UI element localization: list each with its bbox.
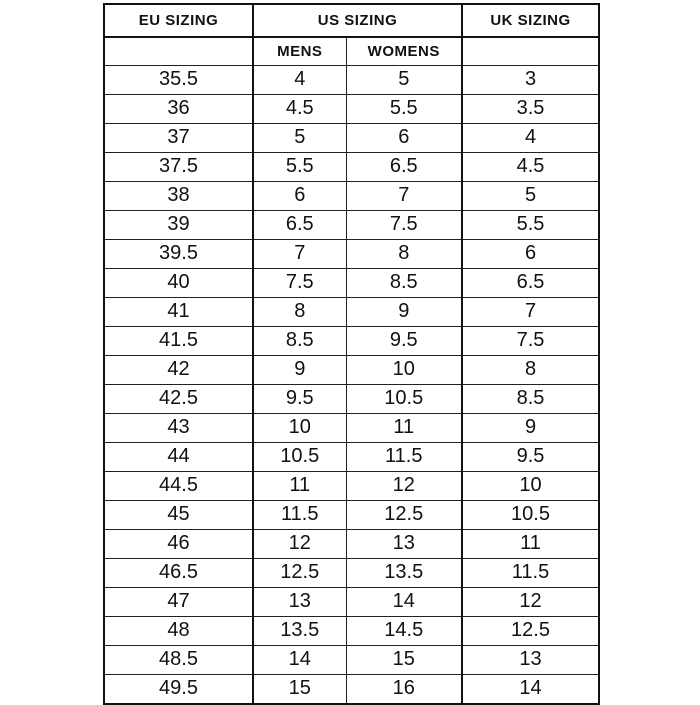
- us-mens-size-cell: 7.5: [253, 268, 346, 297]
- us-womens-size-cell: 7: [346, 181, 462, 210]
- uk-size-cell: 9.5: [462, 442, 599, 471]
- uk-size-cell: 4: [462, 123, 599, 152]
- uk-size-cell: 13: [462, 645, 599, 674]
- table-row: [104, 674, 599, 704]
- uk-size-cell: 11.5: [462, 558, 599, 587]
- table-row: [104, 355, 599, 384]
- us-mens-size-cell: 8.5: [253, 326, 346, 355]
- uk-subheader-empty: [462, 37, 599, 65]
- us-mens-size-cell: 12.5: [253, 558, 346, 587]
- us-womens-size-cell: 7.5: [346, 210, 462, 239]
- eu-size-cell: 39: [104, 210, 253, 239]
- eu-size-cell: 38: [104, 181, 253, 210]
- us-mens-size-cell: 10: [253, 413, 346, 442]
- us-mens-size-cell: 13.5: [253, 616, 346, 645]
- us-womens-size-cell: 15: [346, 645, 462, 674]
- table-row: [104, 558, 599, 587]
- us-mens-size-cell: 4: [253, 65, 346, 94]
- us-womens-size-cell: 13.5: [346, 558, 462, 587]
- uk-size-cell: 6: [462, 239, 599, 268]
- uk-size-cell: 6.5: [462, 268, 599, 297]
- eu-size-cell: 48.5: [104, 645, 253, 674]
- us-womens-size-cell: 8.5: [346, 268, 462, 297]
- uk-size-cell: 12.5: [462, 616, 599, 645]
- uk-size-cell: 7: [462, 297, 599, 326]
- table-row: [104, 297, 599, 326]
- table-row: [104, 181, 599, 210]
- us-sizing-header: US SIZING: [253, 4, 462, 37]
- uk-size-cell: 14: [462, 674, 599, 704]
- table-row: [104, 587, 599, 616]
- eu-size-cell: 39.5: [104, 239, 253, 268]
- us-womens-size-cell: 14: [346, 587, 462, 616]
- table-subheader-row: [104, 37, 599, 65]
- us-mens-size-cell: 15: [253, 674, 346, 704]
- table-row: [104, 442, 599, 471]
- us-womens-size-cell: 10.5: [346, 384, 462, 413]
- table-row: [104, 645, 599, 674]
- eu-size-cell: 42: [104, 355, 253, 384]
- us-womens-size-cell: 12.5: [346, 500, 462, 529]
- table-header-row: [104, 4, 599, 37]
- us-womens-size-cell: 11.5: [346, 442, 462, 471]
- eu-size-cell: 43: [104, 413, 253, 442]
- us-mens-size-cell: 8: [253, 297, 346, 326]
- size-conversion-table: [103, 3, 600, 705]
- table-row: [104, 500, 599, 529]
- size-rows: [104, 65, 599, 704]
- us-womens-size-cell: 9: [346, 297, 462, 326]
- us-womens-size-cell: 14.5: [346, 616, 462, 645]
- uk-size-cell: 10.5: [462, 500, 599, 529]
- us-mens-size-cell: 6.5: [253, 210, 346, 239]
- uk-size-cell: 3: [462, 65, 599, 94]
- table-row: [104, 326, 599, 355]
- eu-size-cell: 35.5: [104, 65, 253, 94]
- us-womens-size-cell: 5.5: [346, 94, 462, 123]
- us-womens-size-cell: 10: [346, 355, 462, 384]
- us-womens-size-cell: 11: [346, 413, 462, 442]
- table-row: [104, 65, 599, 94]
- us-mens-size-cell: 5: [253, 123, 346, 152]
- uk-size-cell: 3.5: [462, 94, 599, 123]
- us-womens-size-cell: 13: [346, 529, 462, 558]
- us-womens-size-cell: 9.5: [346, 326, 462, 355]
- us-mens-size-cell: 4.5: [253, 94, 346, 123]
- uk-size-cell: 12: [462, 587, 599, 616]
- eu-sizing-header: EU SIZING: [104, 4, 253, 37]
- us-mens-size-cell: 12: [253, 529, 346, 558]
- us-mens-size-cell: 9.5: [253, 384, 346, 413]
- eu-subheader-empty: [104, 37, 253, 65]
- uk-size-cell: 4.5: [462, 152, 599, 181]
- eu-size-cell: 47: [104, 587, 253, 616]
- us-mens-size-cell: 5.5: [253, 152, 346, 181]
- eu-size-cell: 41: [104, 297, 253, 326]
- us-womens-size-cell: 8: [346, 239, 462, 268]
- us-mens-size-cell: 6: [253, 181, 346, 210]
- us-womens-size-cell: 6: [346, 123, 462, 152]
- eu-size-cell: 49.5: [104, 674, 253, 704]
- us-mens-size-cell: 14: [253, 645, 346, 674]
- table-row: [104, 268, 599, 297]
- uk-size-cell: 11: [462, 529, 599, 558]
- eu-size-cell: 45: [104, 500, 253, 529]
- table-row: [104, 239, 599, 268]
- us-mens-size-cell: 10.5: [253, 442, 346, 471]
- eu-size-cell: 44: [104, 442, 253, 471]
- uk-sizing-header: UK SIZING: [462, 4, 599, 37]
- eu-size-cell: 37: [104, 123, 253, 152]
- us-mens-size-cell: 11.5: [253, 500, 346, 529]
- table-row: [104, 123, 599, 152]
- table-row: [104, 152, 599, 181]
- table-row: [104, 616, 599, 645]
- us-mens-size-cell: 11: [253, 471, 346, 500]
- us-mens-size-cell: 13: [253, 587, 346, 616]
- table-row: [104, 413, 599, 442]
- uk-size-cell: 10: [462, 471, 599, 500]
- us-womens-size-cell: 16: [346, 674, 462, 704]
- uk-size-cell: 8.5: [462, 384, 599, 413]
- uk-size-cell: 5.5: [462, 210, 599, 239]
- uk-size-cell: 9: [462, 413, 599, 442]
- eu-size-cell: 44.5: [104, 471, 253, 500]
- table-row: [104, 384, 599, 413]
- eu-size-cell: 48: [104, 616, 253, 645]
- table-row: [104, 529, 599, 558]
- uk-size-cell: 8: [462, 355, 599, 384]
- table-row: [104, 94, 599, 123]
- us-mens-size-cell: 7: [253, 239, 346, 268]
- table-row: [104, 210, 599, 239]
- eu-size-cell: 37.5: [104, 152, 253, 181]
- eu-size-cell: 40: [104, 268, 253, 297]
- eu-size-cell: 36: [104, 94, 253, 123]
- eu-size-cell: 46: [104, 529, 253, 558]
- uk-size-cell: 5: [462, 181, 599, 210]
- us-womens-size-cell: 6.5: [346, 152, 462, 181]
- us-womens-size-cell: 5: [346, 65, 462, 94]
- table-row: [104, 471, 599, 500]
- us-mens-subheader: MENS: [253, 37, 346, 65]
- uk-size-cell: 7.5: [462, 326, 599, 355]
- us-mens-size-cell: 9: [253, 355, 346, 384]
- eu-size-cell: 41.5: [104, 326, 253, 355]
- eu-size-cell: 46.5: [104, 558, 253, 587]
- us-womens-subheader: WOMENS: [346, 37, 462, 65]
- us-womens-size-cell: 12: [346, 471, 462, 500]
- eu-size-cell: 42.5: [104, 384, 253, 413]
